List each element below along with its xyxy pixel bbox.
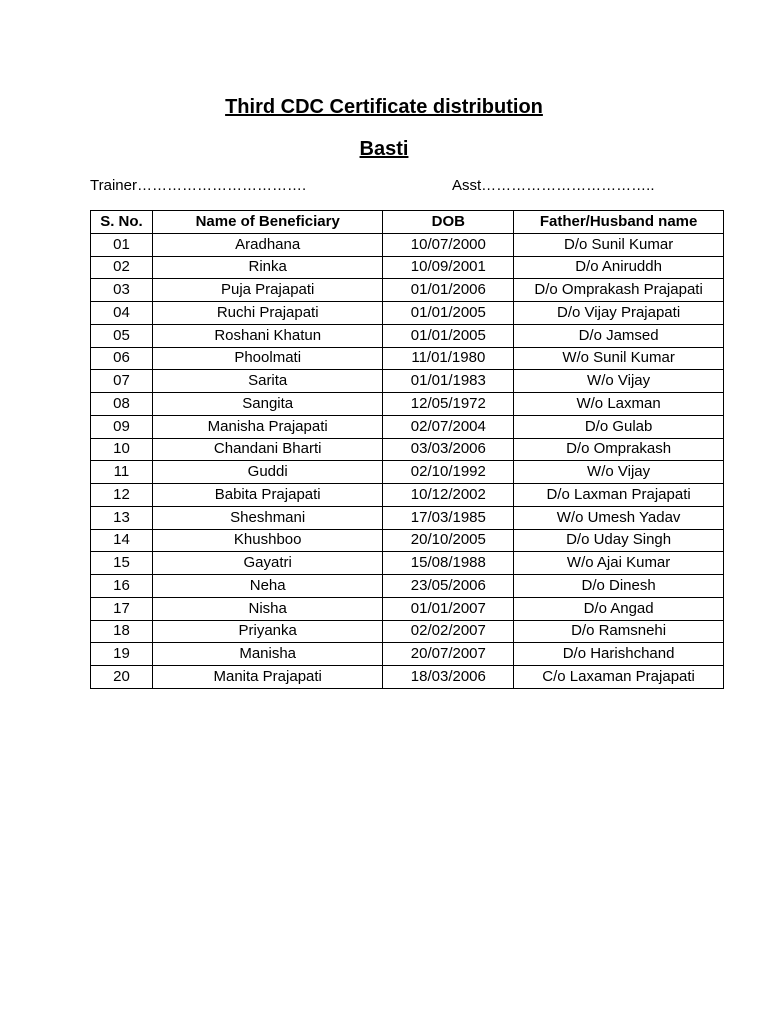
cell-father-husband: W/o Laxman — [514, 393, 724, 416]
cell-name: Gayatri — [152, 552, 383, 575]
cell-sno: 12 — [91, 484, 153, 507]
table-row — [91, 461, 724, 484]
cell-dob: 02/07/2004 — [383, 415, 514, 438]
cell-sno: 07 — [91, 370, 153, 393]
cell-name: Guddi — [152, 461, 383, 484]
table-row — [91, 324, 724, 347]
cell-name: Priyanka — [152, 620, 383, 643]
cell-sno: 19 — [91, 643, 153, 666]
cell-dob: 15/08/1988 — [383, 552, 514, 575]
cell-father-husband: W/o Umesh Yadav — [514, 506, 724, 529]
cell-sno: 14 — [91, 529, 153, 552]
cell-name: Manita Prajapati — [152, 666, 383, 689]
cell-dob: 10/07/2000 — [383, 233, 514, 256]
cell-dob: 10/12/2002 — [383, 484, 514, 507]
cell-father-husband: D/o Ramsnehi — [514, 620, 724, 643]
cell-dob: 10/09/2001 — [383, 256, 514, 279]
table-row — [91, 438, 724, 461]
cell-name: Sarita — [152, 370, 383, 393]
table-row — [91, 415, 724, 438]
cell-sno: 11 — [91, 461, 153, 484]
cell-dob: 18/03/2006 — [383, 666, 514, 689]
cell-dob: 02/02/2007 — [383, 620, 514, 643]
cell-father-husband: D/o Gulab — [514, 415, 724, 438]
cell-name: Babita Prajapati — [152, 484, 383, 507]
table-row — [91, 393, 724, 416]
header-dob: DOB — [383, 211, 514, 234]
table-header-row — [91, 211, 724, 234]
cell-dob: 23/05/2006 — [383, 575, 514, 598]
cell-father-husband: C/o Laxaman Prajapati — [514, 666, 724, 689]
trainer-field: Trainer……………………………. — [90, 177, 307, 194]
cell-dob: 03/03/2006 — [383, 438, 514, 461]
table-row — [91, 233, 724, 256]
cell-father-husband: D/o Omprakash Prajapati — [514, 279, 724, 302]
cell-name: Aradhana — [152, 233, 383, 256]
cell-dob: 01/01/2006 — [383, 279, 514, 302]
cell-father-husband: D/o Harishchand — [514, 643, 724, 666]
table-row — [91, 256, 724, 279]
cell-dob: 02/10/1992 — [383, 461, 514, 484]
cell-father-husband: D/o Aniruddh — [514, 256, 724, 279]
table-row — [91, 666, 724, 689]
table-row — [91, 643, 724, 666]
cell-sno: 10 — [91, 438, 153, 461]
cell-sno: 18 — [91, 620, 153, 643]
cell-sno: 09 — [91, 415, 153, 438]
table-row — [91, 529, 724, 552]
cell-dob: 01/01/2005 — [383, 302, 514, 325]
cell-name: Manisha — [152, 643, 383, 666]
cell-dob: 17/03/1985 — [383, 506, 514, 529]
cell-father-husband: W/o Vijay — [514, 461, 724, 484]
table-row — [91, 597, 724, 620]
cell-name: Rinka — [152, 256, 383, 279]
cell-sno: 16 — [91, 575, 153, 598]
table-row — [91, 370, 724, 393]
cell-dob: 20/07/2007 — [383, 643, 514, 666]
table-row — [91, 620, 724, 643]
table-row — [91, 347, 724, 370]
cell-father-husband: D/o Dinesh — [514, 575, 724, 598]
cell-name: Chandani Bharti — [152, 438, 383, 461]
table-row — [91, 484, 724, 507]
table-row — [91, 279, 724, 302]
cell-sno: 17 — [91, 597, 153, 620]
cell-dob: 12/05/1972 — [383, 393, 514, 416]
cell-father-husband: D/o Laxman Prajapati — [514, 484, 724, 507]
cell-sno: 06 — [91, 347, 153, 370]
cell-sno: 08 — [91, 393, 153, 416]
cell-name: Ruchi Prajapati — [152, 302, 383, 325]
cell-name: Manisha Prajapati — [152, 415, 383, 438]
cell-sno: 01 — [91, 233, 153, 256]
cell-dob: 11/01/1980 — [383, 347, 514, 370]
document-subtitle: Basti — [359, 138, 409, 160]
cell-father-husband: D/o Angad — [514, 597, 724, 620]
cell-father-husband: D/o Vijay Prajapati — [514, 302, 724, 325]
cell-name: Sangita — [152, 393, 383, 416]
header-name: Name of Beneficiary — [152, 211, 383, 234]
cell-dob: 01/01/1983 — [383, 370, 514, 393]
cell-sno: 20 — [91, 666, 153, 689]
document-title: Third CDC Certificate distribution — [225, 96, 543, 118]
cell-name: Phoolmati — [152, 347, 383, 370]
cell-sno: 05 — [91, 324, 153, 347]
cell-name: Neha — [152, 575, 383, 598]
cell-sno: 04 — [91, 302, 153, 325]
cell-dob: 01/01/2007 — [383, 597, 514, 620]
cell-dob: 20/10/2005 — [383, 529, 514, 552]
cell-dob: 01/01/2005 — [383, 324, 514, 347]
cell-father-husband: D/o Uday Singh — [514, 529, 724, 552]
table-row — [91, 552, 724, 575]
cell-father-husband: W/o Ajai Kumar — [514, 552, 724, 575]
cell-sno: 15 — [91, 552, 153, 575]
cell-sno: 02 — [91, 256, 153, 279]
cell-name: Roshani Khatun — [152, 324, 383, 347]
cell-father-husband: W/o Sunil Kumar — [514, 347, 724, 370]
cell-name: Sheshmani — [152, 506, 383, 529]
header-sno: S. No. — [91, 211, 153, 234]
cell-father-husband: D/o Omprakash — [514, 438, 724, 461]
table-row — [91, 302, 724, 325]
cell-father-husband: D/o Sunil Kumar — [514, 233, 724, 256]
cell-father-husband: W/o Vijay — [514, 370, 724, 393]
cell-sno: 13 — [91, 506, 153, 529]
cell-name: Khushboo — [152, 529, 383, 552]
header-father-husband: Father/Husband name — [514, 211, 724, 234]
table-body — [91, 233, 724, 688]
cell-name: Nisha — [152, 597, 383, 620]
table-row — [91, 506, 724, 529]
cell-name: Puja Prajapati — [152, 279, 383, 302]
table-row — [91, 575, 724, 598]
asst-field: Asst…………………………….. — [452, 177, 655, 194]
cell-father-husband: D/o Jamsed — [514, 324, 724, 347]
cell-sno: 03 — [91, 279, 153, 302]
beneficiary-table — [90, 210, 724, 689]
